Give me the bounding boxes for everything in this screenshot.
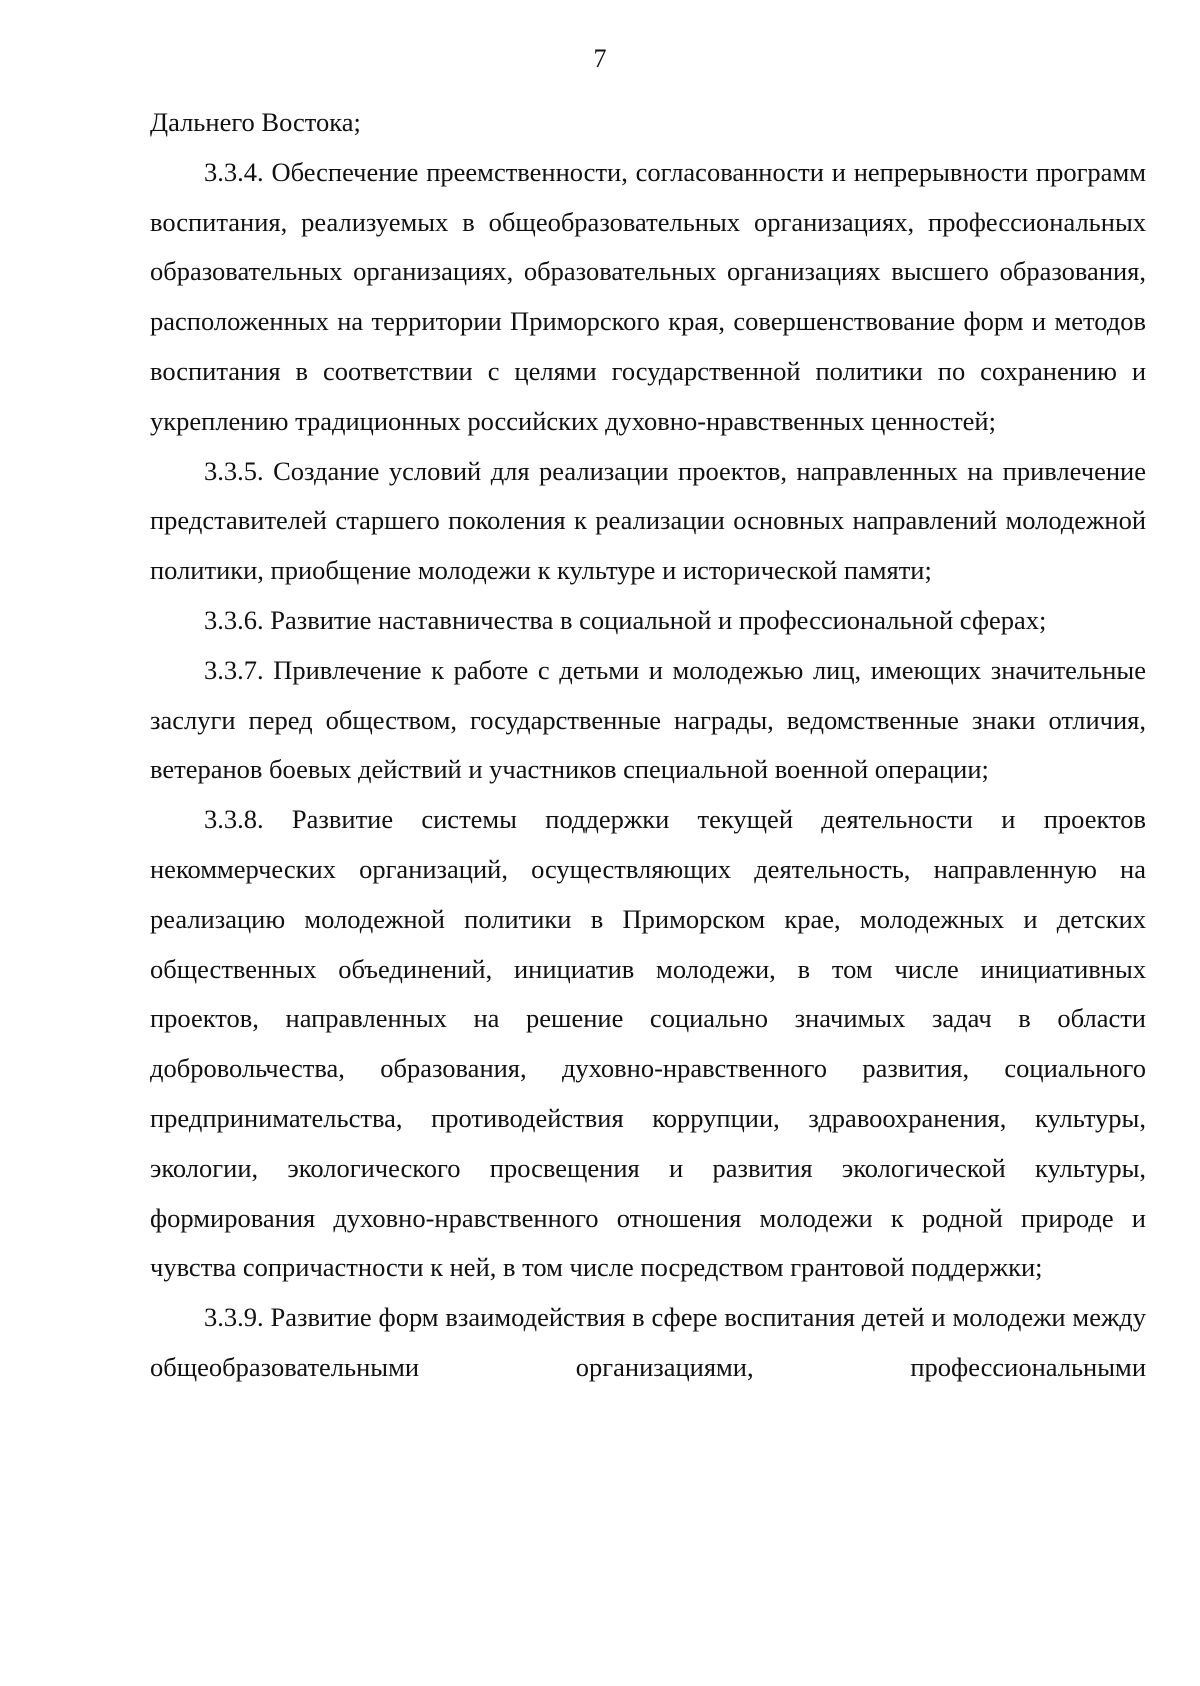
paragraph-3-3-5: 3.3.5. Создание условий для реализации проектов, направленных на привлечение представителей старшего поколения к реализации основных направлений молодежной политики, приобщение молодежи к культуре и исторической памяти; (150, 455, 1146, 586)
paragraph-3-3-9: 3.3.9. Развитие форм взаимодействия в сфере воспитания детей и молодежи между общеобразовательными организациями, профессиональными (150, 1302, 1146, 1382)
paragraph-3-3-4: 3.3.4. Обеспечение преемственности, согласованности и непрерывности программ воспитания, реализуемых в общеобразовательных организациях, профессиональных образовательных организациях, образовательных организациях высшего образования, расположенных на территории Приморского края, совершенствование форм и методов воспитания в соответствии с целями государственной политики по сохранению и укреплению традиционных российских духовно-нравственных ценностей; (150, 156, 1146, 436)
paragraph-3-3-7: 3.3.7. Привлечение к работе с детьми и молодежью лиц, имеющих значительные заслуги перед обществом, государственные награды, ведомственные знаки отличия, ветеранов боевых действий и участников специальной военной операции; (150, 654, 1146, 785)
page-number: 7 (593, 44, 607, 73)
paragraph-3-3-8: 3.3.8. Развитие системы поддержки текущей деятельности и проектов некоммерческих организаций, осуществляющих деятельность, направленную на реализацию молодежной политики в Приморском крае, молодежных и детских общественных объединений, инициатив молодежи, в том числе инициативных проектов, направленных на решение социально значимых задач в области добровольчества, образования, духовно-нравственного развития, социального предпринимательства, противодействия коррупции, здравоохранения, культуры, экологии, экологического просвещения и развития экологической культуры, формирования духовно-нравственного отношения молодежи к родной природе и чувства сопричастности к ней, в том числе посредством грантовой поддержки; (150, 804, 1146, 1283)
document-body (150, 98, 1146, 1393)
paragraph-3-3-6: 3.3.6. Развитие наставничества в социальной и профессиональной сферах; (204, 604, 1047, 635)
paragraph-continuation: Дальнего Востока; (150, 107, 361, 137)
